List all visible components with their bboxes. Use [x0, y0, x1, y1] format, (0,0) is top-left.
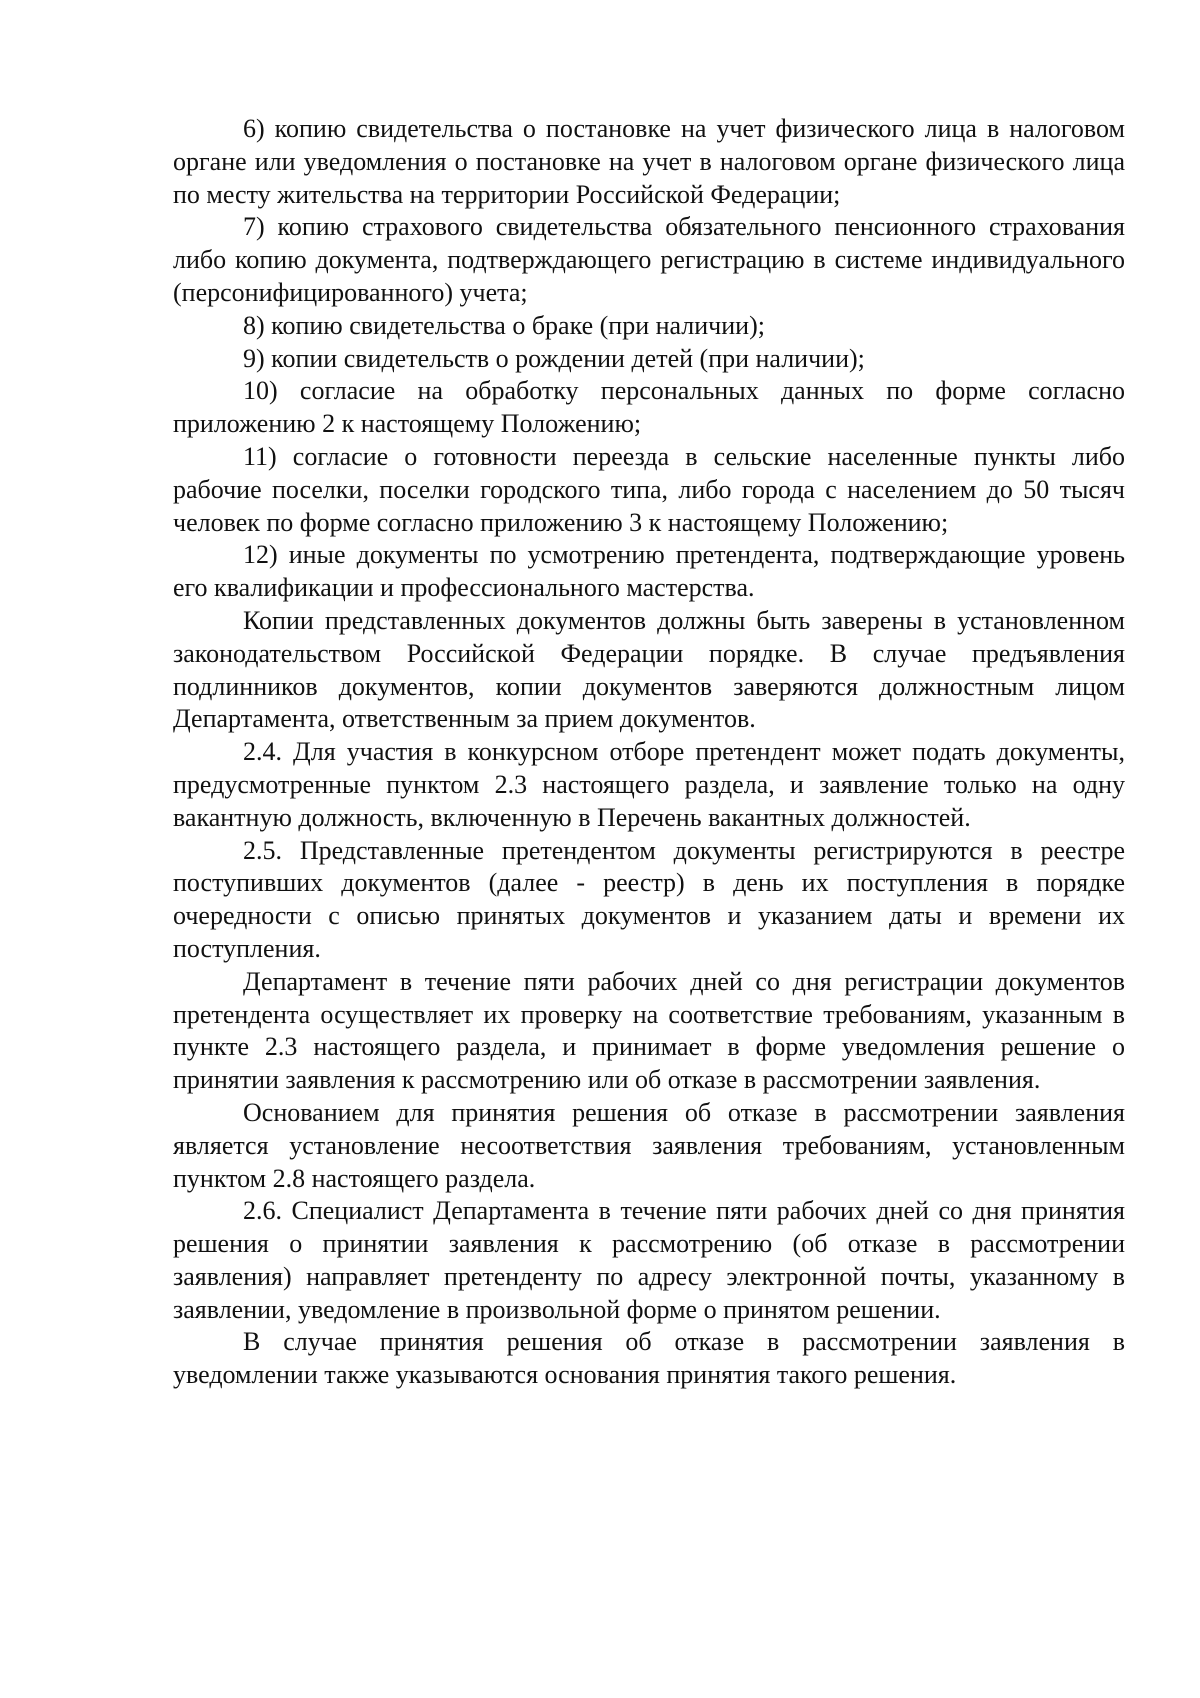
- paragraph-item-11: 11) согласие о готовности переезда в сельские населенные пункты либо рабочие поселки, поселки городского типа, либо города с населением до 50 тысяч человек по форме согласно приложению 3 к настоящему Положению;: [173, 441, 1125, 537]
- paragraph-item-10: 10) согласие на обработку персональных данных по форме согласно приложению 2 к настоящему Положению;: [173, 376, 1125, 439]
- document-body: [173, 113, 1125, 1392]
- paragraph-refusal-notice: В случае принятия решения об отказе в рассмотрении заявления в уведомлении также указываются основания принятия такого решения.: [173, 1327, 1125, 1390]
- paragraph-item-7: 7) копию страхового свидетельства обязательного пенсионного страхования либо копию документа, подтверждающего регистрацию в системе индивидуального (персонифицированного) учета;: [173, 212, 1125, 307]
- paragraph-refusal-grounds: Основанием для принятия решения об отказе в рассмотрении заявления является установление несоответствия заявления требованиям, установленным пунктом 2.8 настоящего раздела.: [173, 1097, 1125, 1193]
- paragraph-department-review: Департамент в течение пяти рабочих дней со дня регистрации документов претендента осуществляет их проверку на соответствие требованиям, указанным в пункте 2.3 настоящего раздела, и принимает в форме уведомления решение о принятии заявления к рассмотрению или об отказе в рассмотрении заявления.: [173, 966, 1125, 1095]
- paragraph-section-2-5: 2.5. Представленные претендентом документы регистрируются в реестре поступивших документов (далее - реестр) в день их поступления в порядке очередности с описью принятых документов и указанием даты и времени их поступления.: [173, 835, 1125, 963]
- paragraph-section-2-4: 2.4. Для участия в конкурсном отборе претендент может подать документы, предусмотренные пунктом 2.3 настоящего раздела, и заявление только на одну вакантную должность, включенную в Перечень вакантных должностей.: [173, 737, 1125, 832]
- paragraph-item-9: 9) копии свидетельств о рождении детей (при наличии);: [243, 343, 865, 373]
- paragraph-copies-certification: Копии представленных документов должны быть заверены в установленном законодательством Российской Федерации порядке. В случае предъявления подлинников документов, копии документов заверяются должностным лицом Департамента, ответственным за прием документов.: [173, 605, 1125, 734]
- paragraph-item-12: 12) иные документы по усмотрению претендента, подтверждающие уровень его квалификации и профессионального мастерства.: [173, 540, 1125, 603]
- paragraph-section-2-6: 2.6. Специалист Департамента в течение пяти рабочих дней со дня принятия решения о принятии заявления к рассмотрению (об отказе в рассмотрении заявления) направляет претенденту по адресу электронной почты, указанному в заявлении, уведомление в произвольной форме о принятом решении.: [173, 1196, 1125, 1324]
- paragraph-item-6: 6) копию свидетельства о постановке на учет физического лица в налоговом органе или уведомления о постановке на учет в налоговом органе физического лица по месту жительства на территории Российской Федерации;: [173, 114, 1125, 209]
- paragraph-item-8: 8) копию свидетельства о браке (при наличии);: [243, 310, 765, 340]
